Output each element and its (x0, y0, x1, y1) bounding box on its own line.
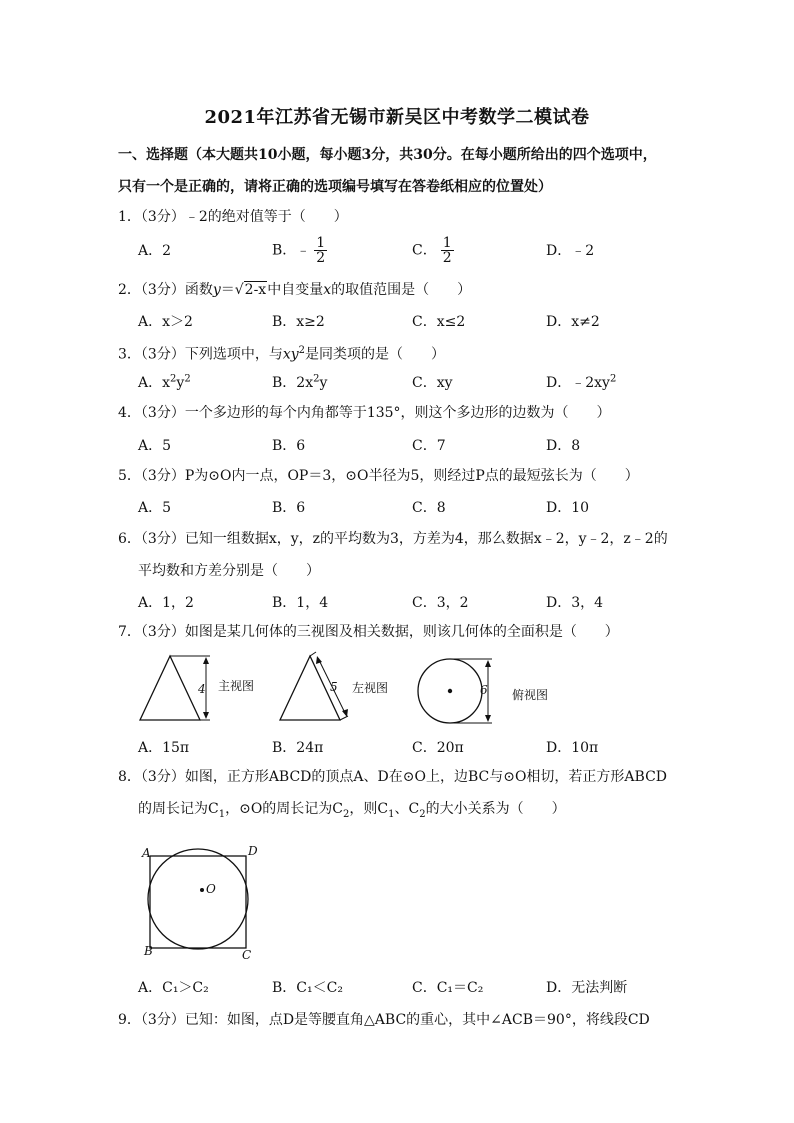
q2-equals: ＝ (220, 282, 235, 298)
q5-option-a: A．5 (138, 500, 172, 516)
q5-stem: 5．（3分）P为⊙O内一点，OP＝3，⊙O半径为5，则经过P点的最短弦长为（ ） (118, 468, 639, 484)
circle-center-dot (200, 888, 204, 892)
q2-var-y: y (212, 282, 221, 298)
side-view-label: 左视图 (352, 681, 389, 695)
top-view-center-dot (448, 689, 452, 693)
q8-sub3: 1 (388, 808, 395, 820)
front-view-arrowhead-bottom (203, 712, 209, 719)
q7-option-d: D．10π (546, 740, 599, 756)
q8-square-circle-figure (138, 840, 268, 965)
q2-option-b: B．x≥2 (272, 314, 325, 330)
q3-b-exp1: 2 (313, 373, 320, 385)
q4-option-b: B．6 (272, 438, 306, 454)
q4-stem: 4．（3分）一个多边形的每个内角都等于135°，则这个多边形的边数为（ ） (118, 405, 611, 421)
q3-a-mid: y (176, 375, 185, 391)
q1-option-a: A．2 (138, 243, 172, 259)
q1-option-c-label: C． (412, 242, 437, 259)
q1-option-b-label: B．﹣ (272, 242, 311, 259)
q5-option-b: B．6 (272, 500, 306, 516)
q3-option-b (272, 372, 327, 392)
q1-option-c-fraction (441, 236, 454, 265)
q3-option-c: C．xy (412, 375, 453, 391)
q6-option-b: B．1，4 (272, 595, 329, 611)
front-view-triangle (140, 656, 200, 720)
q3-option-d (546, 372, 616, 392)
q1-option-b-fraction (314, 236, 327, 265)
q1-stem: 1．（3分）﹣2的绝对值等于（ ） (118, 209, 348, 225)
q7-option-c: C．20π (412, 740, 464, 756)
q6-options (138, 592, 698, 614)
q8-sub1: 1 (218, 808, 226, 820)
q3-a-exp1: 2 (170, 373, 177, 385)
top-view-arrowhead-top (485, 660, 491, 667)
q6-option-d: D．3，4 (546, 595, 604, 611)
q4-option-c: C．7 (412, 438, 446, 454)
q3-b-base: B．2x (272, 375, 314, 391)
q5-option-d: D．10 (546, 500, 590, 516)
front-view-dimension: 4 (198, 682, 206, 696)
q3-stem-post: 是同类项的是（ ） (305, 346, 446, 363)
point-c-label: C (242, 948, 252, 962)
q2-options (138, 311, 698, 333)
q6-option-c: C．3，2 (412, 595, 469, 611)
q3-a-exp2: 2 (184, 373, 191, 385)
q8-options (138, 977, 698, 999)
q7-stem: 7．（3分）如图是某几何体的三视图及相关数据，则该几何体的全面积是（ ） (118, 624, 619, 640)
point-o-label: O (206, 882, 216, 896)
q3-term-exp: 2 (298, 345, 306, 356)
q1-option-b (272, 236, 327, 265)
front-view-label: 主视图 (218, 679, 255, 693)
q4-option-d: D．8 (546, 438, 581, 454)
q1-b-numerator: 1 (316, 235, 326, 251)
point-b-label: B (144, 944, 153, 958)
front-view-arrowhead-top (203, 657, 209, 664)
q7-option-b: B．24π (272, 740, 324, 756)
q4-options (138, 435, 698, 457)
q2-stem-post2: 的取值范围是（ ） (331, 282, 472, 298)
q8-option-b: B．C₁＜C₂ (272, 980, 343, 996)
q6-stem-line2: 平均数和方差分别是（ ） (138, 563, 320, 579)
q1-b-denominator: 2 (316, 250, 326, 266)
side-view-dimension: 5 (330, 680, 338, 694)
q8-stem-line2 (138, 799, 566, 825)
q2-var-x: x (323, 282, 332, 298)
q1-option-d: D．﹣2 (546, 243, 595, 259)
q2-stem: 2．（3分）函数y＝√2-x中自变量x的取值范围是（ ） (118, 282, 472, 298)
q8-stem-line1: 8．（3分）如图，正方形ABCD的顶点A、D在⊙O上，边BC与⊙O相切，若正方形ABCD (118, 769, 668, 785)
q3-d-base: D．﹣2xy (546, 375, 610, 391)
q2-stem-pre: 2．（3分）函数 (118, 282, 213, 298)
top-view-dimension: 6 (480, 683, 488, 697)
q7-option-a: A．15π (138, 740, 190, 756)
q3-a-base: A．x (138, 375, 171, 391)
q9-stem: 9．（3分）已知：如图，点D是等腰直角△ABC的重心，其中∠ACB＝90°，将线段CD (118, 1012, 650, 1028)
section-header-line2: 只有一个是正确的，请将正确的选项编号填写在答卷纸相应的位置处） (118, 179, 552, 195)
q8-option-a: A．C₁＞C₂ (138, 980, 209, 996)
q1-option-c (412, 236, 454, 265)
q8-stem2-mid: ，⊙O的周长记为C (225, 801, 344, 817)
q6-stem-line1: 6．（3分）已知一组数据x，y，z的平均数为3，方差为4，那么数据x﹣2，y﹣2，z﹣2的 (118, 531, 668, 547)
q8-option-d: D．无法判断 (546, 980, 628, 996)
q6-option-a: A．1，2 (138, 595, 194, 611)
q2-stem-post: 中自变量 (267, 282, 324, 298)
q3-b-mid: y (319, 375, 328, 391)
q8-stem2-post: 的大小关系为（ ） (425, 801, 566, 817)
square-abcd (150, 856, 246, 948)
section-header-line1: 一、选择题（本大题共10小题，每小题3分，共30分。在每小题所给出的四个选项中， (118, 147, 657, 163)
q2-option-a: A．x＞2 (138, 314, 193, 330)
q3-term: xy (282, 346, 299, 363)
q2-option-d: D．x≠2 (546, 314, 600, 330)
q1-options (138, 235, 698, 266)
side-view-arrowhead-bottom (342, 709, 348, 717)
q3-stem (118, 341, 445, 365)
q2-option-c: C．x≤2 (412, 314, 466, 330)
q3-d-exp: 2 (609, 373, 617, 385)
q3-stem-pre: 3．（3分）下列选项中，与 (118, 346, 283, 363)
q8-stem2-mid2: ，则C (349, 801, 389, 817)
top-view-label: 俯视图 (512, 688, 549, 702)
q8-sub4: 2 (419, 808, 426, 820)
q4-option-a: A．5 (138, 438, 172, 454)
page-title: 2021年江苏省无锡市新吴区中考数学二模试卷 (204, 107, 590, 128)
q8-stem2-pre: 的周长记为C (138, 801, 219, 817)
point-a-label: A (142, 846, 151, 860)
q5-option-c: C．8 (412, 500, 446, 516)
side-view-arrowhead-top (316, 656, 322, 664)
point-d-label: D (248, 844, 258, 858)
q8-stem2-mid3: 、C (394, 801, 420, 817)
q2-radicand: 2-x (244, 282, 267, 298)
circle-o (148, 849, 248, 949)
q1-c-numerator: 1 (442, 235, 452, 251)
q3-options (138, 372, 698, 394)
q8-option-c: C．C₁＝C₂ (412, 980, 484, 996)
q8-sub2: 2 (343, 808, 350, 820)
q1-c-denominator: 2 (442, 250, 452, 266)
q3-option-a (138, 372, 191, 392)
q5-options (138, 497, 698, 519)
q7-options (138, 737, 698, 759)
top-view-arrowhead-bottom (485, 715, 491, 722)
side-view-top-extension (310, 652, 316, 656)
